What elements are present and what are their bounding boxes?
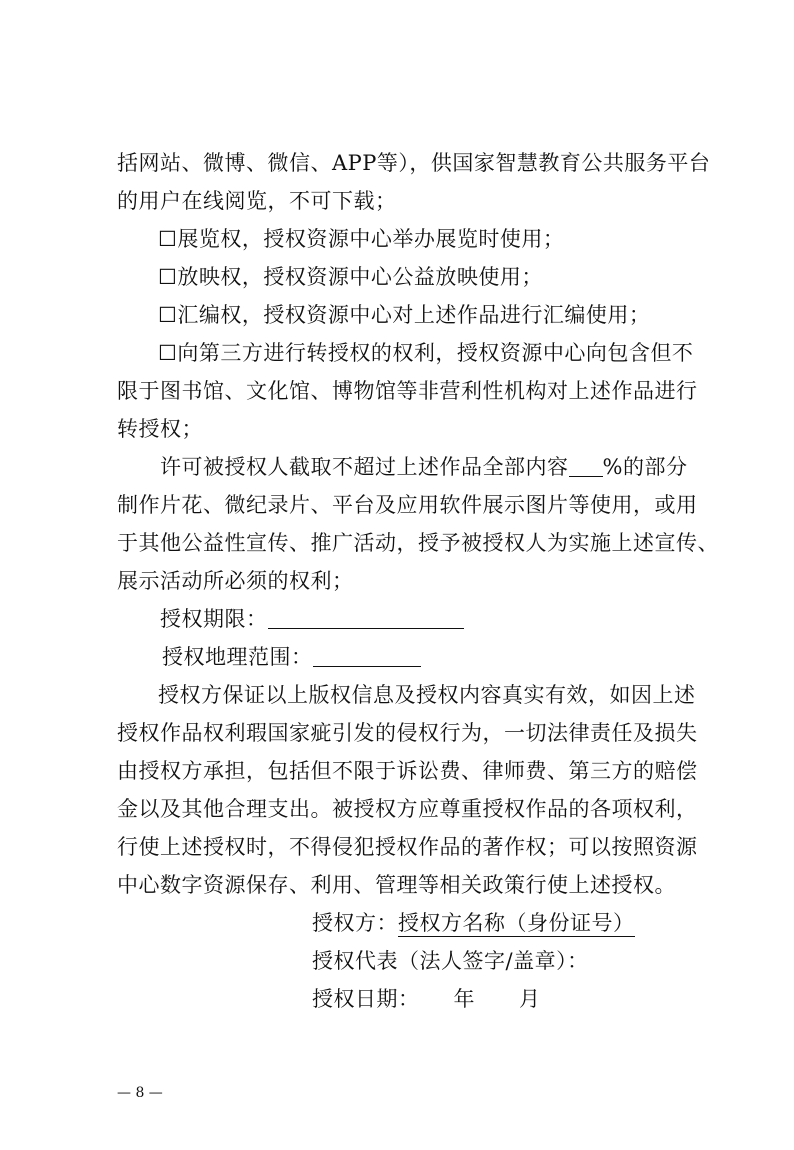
checkbox-item-screening: ☐放映权，授权资源中心公益放映使用； <box>158 265 543 289</box>
body-line-7: 限于图书馆、文化馆、博物馆等非营利性机构对上述作品进行 <box>117 379 698 403</box>
excerpt-text-before: 许可被授权人截取不超过上述作品全部内容 <box>160 455 569 479</box>
checkbox-item-compilation: ☐汇编权，授权资源中心对上述作品进行汇编使用； <box>158 303 651 327</box>
checkbox-item-exhibition: ☐展览权，授权资源中心举办展览时使用； <box>158 227 565 251</box>
license-region-label: 授权地理范围： <box>162 645 313 669</box>
warranty-line-2: 授权作品权利瑕国家疵引发的侵权行为，一切法律责任及损失 <box>117 721 698 745</box>
grantor-line <box>312 908 635 938</box>
percentage-blank <box>569 454 603 477</box>
license-term-line <box>160 604 464 634</box>
warranty-line-1: 授权方保证以上版权信息及授权内容真实有效，如因上述 <box>158 683 696 707</box>
grantor-label: 授权方： <box>312 911 398 935</box>
representative-line: 授权代表（法人签字/盖章）： <box>312 949 589 973</box>
date-month: 月 <box>519 987 541 1011</box>
license-region-line <box>162 642 421 672</box>
license-region-blank <box>313 644 421 667</box>
body-line-2: 的用户在线阅览，不可下载； <box>117 189 397 213</box>
excerpt-permission-line <box>160 452 687 482</box>
body-line-1: 括网站、微博、微信、APP等），供国家智慧教育公共服务平台 <box>117 151 711 175</box>
warranty-line-3: 由授权方承担，包括但不限于诉讼费、律师费、第三方的赔偿 <box>117 759 698 783</box>
warranty-line-6: 中心数字资源保存、利用、管理等相关政策行使上述授权。 <box>117 873 676 897</box>
grantor-name: 授权方名称（身份证号） <box>398 911 635 935</box>
body-line-11: 于其他公益性宣传、推广活动，授予被授权人为实施上述宣传、 <box>117 531 719 555</box>
body-line-10: 制作片花、微纪录片、平台及应用软件展示图片等使用，或用 <box>117 493 698 517</box>
warranty-line-5: 行使上述授权时，不得侵犯授权作品的著作权；可以按照资源 <box>117 835 698 859</box>
date-label: 授权日期： <box>312 987 420 1011</box>
body-line-8: 转授权； <box>117 417 203 441</box>
body-line-12: 展示活动所必须的权利； <box>117 569 354 593</box>
warranty-line-4: 金以及其他合理支出。被授权方应尊重授权作品的各项权利， <box>117 797 698 821</box>
license-term-blank <box>268 606 464 629</box>
excerpt-text-after: %的部分 <box>602 455 688 479</box>
license-term-label: 授权期限： <box>160 607 268 631</box>
checkbox-item-sublicense: ☐向第三方进行转授权的权利，授权资源中心向包含但不 <box>158 341 694 365</box>
date-year: 年 <box>453 987 475 1011</box>
page-number: — 8 — <box>117 1085 163 1101</box>
date-line <box>312 984 541 1014</box>
